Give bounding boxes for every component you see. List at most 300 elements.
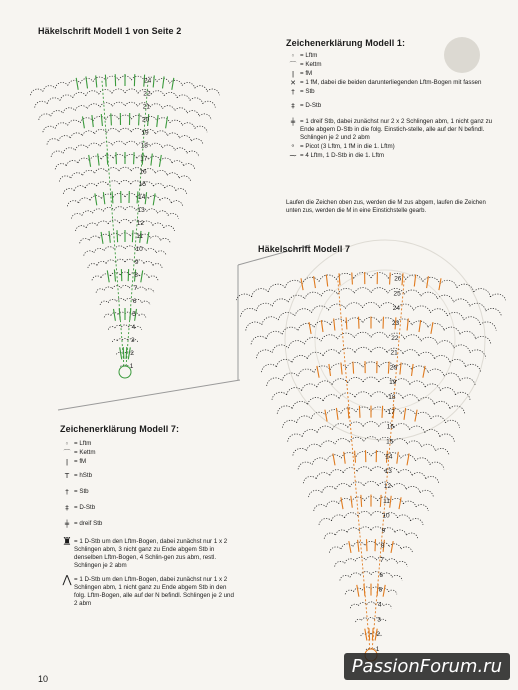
model7-diagram bbox=[236, 258, 506, 673]
chain-arc bbox=[316, 473, 329, 479]
chain-arc bbox=[407, 441, 421, 447]
treble-icon: † bbox=[65, 488, 69, 496]
chain-arc bbox=[371, 288, 388, 294]
chain-arc bbox=[180, 136, 192, 141]
chain-arc bbox=[317, 381, 332, 387]
chain-arc bbox=[302, 384, 317, 391]
chain-arc bbox=[293, 448, 307, 455]
legend7-item: ♜ = 1 D-Stb um den Lftm-Bogen, dabei zunächst nur 1 x 2 Schlingen abm, 3 nicht ganz zu Ende abgem Stb in denselben Lftm-Bogen, 4 Schlin-gen zus abm, restl. Schlingen je 2 abm bbox=[60, 538, 238, 570]
stitch-mark bbox=[157, 115, 158, 127]
row-number: 22 bbox=[143, 90, 151, 98]
chain-arc bbox=[312, 458, 327, 465]
chain-arc bbox=[149, 156, 161, 161]
chain-arc bbox=[35, 101, 48, 107]
chain-arc bbox=[187, 111, 199, 117]
chain-arc bbox=[88, 264, 97, 268]
stitch-mark bbox=[380, 495, 381, 507]
chain-arc bbox=[125, 207, 136, 211]
chain-arc bbox=[419, 352, 435, 359]
chain-arc bbox=[278, 312, 295, 320]
stitch-mark bbox=[153, 193, 155, 205]
chain-arc bbox=[104, 314, 111, 317]
chain-arc bbox=[43, 126, 55, 132]
chain-arc bbox=[490, 294, 506, 303]
chain-arc bbox=[390, 498, 403, 503]
chain-arc bbox=[425, 429, 440, 436]
stitch-mark bbox=[383, 317, 384, 329]
row-number: 11 bbox=[136, 233, 143, 241]
chain-arc bbox=[394, 424, 409, 430]
chain-arc bbox=[339, 348, 355, 354]
stitch-mark bbox=[117, 230, 118, 242]
stitch-mark bbox=[153, 75, 154, 87]
chain-arc bbox=[412, 366, 428, 373]
chain-arc bbox=[404, 290, 421, 296]
stitch-mark bbox=[132, 230, 133, 242]
row-number: 6 bbox=[379, 571, 384, 579]
chain-arc bbox=[401, 547, 413, 553]
chain-arc bbox=[338, 288, 355, 294]
chain-arc bbox=[323, 395, 339, 401]
chain-arc bbox=[319, 275, 336, 282]
legend7-list bbox=[60, 440, 238, 609]
chain-arc bbox=[59, 176, 71, 182]
chain-arc bbox=[71, 173, 83, 178]
stitch-mark bbox=[301, 278, 303, 290]
row-number: 19 bbox=[141, 129, 149, 137]
chain-arc bbox=[336, 530, 348, 535]
chain-arc bbox=[454, 299, 470, 306]
chain-arc bbox=[292, 355, 308, 362]
row-number: 17 bbox=[387, 408, 395, 416]
chain-arc bbox=[75, 106, 87, 111]
legend1-item: ◦ = Lftm bbox=[286, 52, 501, 60]
chain-arc bbox=[277, 359, 292, 367]
stitch-mark bbox=[112, 191, 113, 203]
chain-arc bbox=[355, 347, 371, 352]
chain-arc bbox=[371, 407, 386, 412]
stitch-mark bbox=[382, 406, 383, 418]
row-number: 4 bbox=[131, 324, 136, 332]
chain-arc bbox=[302, 277, 319, 284]
chain-arc bbox=[298, 323, 314, 330]
chain-arc bbox=[319, 518, 332, 524]
row-number: 24 bbox=[392, 305, 401, 313]
chain-arc bbox=[157, 211, 168, 216]
chain-arc bbox=[256, 350, 272, 358]
chain-arc bbox=[80, 238, 90, 243]
chain-arc bbox=[93, 77, 106, 82]
chain-arc bbox=[112, 340, 117, 342]
chain-arc bbox=[297, 416, 312, 423]
chain-arc bbox=[95, 129, 107, 133]
chain-arc bbox=[68, 120, 81, 125]
chain-arc bbox=[162, 145, 174, 150]
stitch-mark bbox=[415, 410, 417, 422]
spine-line bbox=[372, 279, 404, 649]
stitch-mark bbox=[326, 275, 327, 287]
model7-title: Häkelschrift Modell 7 bbox=[258, 244, 351, 254]
chain-arc bbox=[182, 123, 195, 129]
chain-arc bbox=[113, 102, 126, 106]
chain-arc bbox=[100, 142, 113, 147]
chain-arc bbox=[356, 619, 362, 622]
stitch-mark bbox=[92, 115, 93, 127]
chain-arc bbox=[97, 221, 108, 226]
chain-arc bbox=[170, 120, 183, 125]
chain-arc bbox=[371, 347, 387, 352]
legend7-item: ⌒ = Kettm bbox=[60, 449, 238, 457]
chain-arc bbox=[295, 309, 312, 316]
cross-icon: ✕ bbox=[290, 79, 296, 87]
chain-arc bbox=[395, 530, 407, 535]
site-watermark: PassionForum.ru bbox=[344, 653, 510, 680]
row-number: 8 bbox=[380, 542, 385, 550]
chain-arc bbox=[83, 170, 95, 175]
chain-arc bbox=[314, 505, 326, 511]
chain-arc bbox=[399, 470, 413, 476]
chain-arc bbox=[163, 106, 175, 111]
legend1-item: ╪ = 1 dreif Stb, dabei zunächst nur 2 x 2 Schlingen abm, 1 nicht ganz zu Ende abgem D-Stb in die folg. Einstich-stelle, alle auf der N befindl. Schlingen je 2 und 2 abm bbox=[286, 118, 501, 142]
chain-arc bbox=[191, 139, 203, 145]
stitch-mark bbox=[145, 192, 146, 204]
half-treble-icon: T bbox=[64, 472, 70, 480]
chain-arc bbox=[73, 92, 86, 97]
chain-arc bbox=[416, 505, 428, 511]
chain-arc bbox=[97, 261, 106, 265]
chain-arc bbox=[324, 533, 335, 539]
stitch-mark bbox=[383, 585, 385, 597]
stitch-mark bbox=[334, 319, 335, 331]
chain-arc bbox=[170, 80, 183, 85]
stitch-mark bbox=[358, 540, 359, 552]
chain-arc bbox=[416, 412, 431, 419]
chain-arc bbox=[112, 286, 120, 289]
single-crochet-icon: ǀ bbox=[65, 458, 69, 466]
chain-arc bbox=[348, 378, 364, 383]
stitch-mark bbox=[439, 278, 441, 290]
chain-arc bbox=[430, 309, 447, 316]
stitch-mark bbox=[114, 270, 115, 282]
chain-arc bbox=[355, 557, 366, 561]
stitch-mark bbox=[353, 362, 354, 374]
chain-arc bbox=[308, 398, 324, 405]
stitch-mark bbox=[76, 78, 78, 90]
row-number: 10 bbox=[382, 512, 390, 520]
chain-arc bbox=[425, 384, 440, 391]
chain-arc bbox=[444, 373, 460, 381]
row-number: 18 bbox=[140, 142, 148, 150]
chain-arc bbox=[63, 148, 75, 154]
chain-arc bbox=[107, 128, 119, 132]
chain-arc bbox=[312, 306, 329, 313]
chain-arc bbox=[435, 448, 449, 455]
chain-arc bbox=[330, 470, 344, 476]
chain-arc bbox=[302, 429, 317, 436]
chain-arc bbox=[360, 572, 371, 576]
chain-arc bbox=[207, 89, 219, 95]
stitch-mark bbox=[120, 347, 122, 359]
chain-arc bbox=[142, 301, 150, 305]
chain-arc bbox=[358, 511, 371, 516]
chain-arc bbox=[156, 251, 166, 256]
chain-arc bbox=[104, 287, 112, 290]
chain-arc bbox=[119, 167, 131, 171]
chain-arc bbox=[125, 141, 138, 145]
model1-diagram bbox=[20, 40, 240, 400]
row-number: 6 bbox=[132, 298, 137, 306]
row-number: 21 bbox=[390, 349, 398, 357]
stitch-mark bbox=[359, 406, 360, 418]
chain-arc bbox=[298, 369, 314, 376]
chain-arc bbox=[363, 377, 379, 382]
chain-arc bbox=[31, 89, 43, 95]
row-number: 16 bbox=[386, 423, 395, 431]
chain-arc bbox=[272, 392, 287, 400]
chain-arc bbox=[139, 274, 148, 278]
chain-arc bbox=[309, 490, 322, 497]
chain-arc bbox=[382, 573, 392, 577]
chain-arc bbox=[125, 89, 138, 93]
stitch-mark bbox=[333, 454, 335, 466]
chain-arc bbox=[287, 388, 302, 395]
legend1-item: † = Stb bbox=[286, 88, 501, 96]
chain-arc bbox=[117, 298, 125, 301]
chain-arc bbox=[144, 261, 153, 265]
chain-arc bbox=[303, 476, 316, 483]
row-number: 16 bbox=[139, 168, 147, 176]
row-number: 24 bbox=[144, 77, 152, 85]
chain-arc bbox=[359, 527, 371, 531]
row-number: 19 bbox=[389, 379, 397, 387]
legend7-item: † = Stb bbox=[60, 488, 238, 496]
stitch-mark bbox=[159, 155, 161, 167]
chain-arc bbox=[51, 111, 63, 117]
stitch-mark bbox=[107, 270, 109, 282]
chain-arc bbox=[116, 259, 125, 262]
row-number: 5 bbox=[378, 586, 383, 594]
chain-arc bbox=[241, 308, 257, 316]
chain-arc bbox=[90, 236, 100, 240]
chain-arc bbox=[336, 484, 350, 490]
stitch-mark bbox=[95, 193, 97, 205]
stitch-mark bbox=[349, 541, 351, 553]
stitch-mark bbox=[134, 152, 135, 164]
chain-arc bbox=[355, 392, 371, 397]
chain-arc bbox=[97, 182, 108, 186]
row-number: 21 bbox=[142, 103, 150, 111]
chain-arc bbox=[95, 169, 107, 174]
chain-arc bbox=[267, 378, 283, 386]
chain-arc bbox=[486, 308, 502, 316]
stitch-mark bbox=[101, 114, 102, 126]
triple-treble-icon: ╪ bbox=[290, 118, 296, 126]
chain-arc bbox=[470, 350, 486, 358]
chain-arc bbox=[114, 207, 125, 211]
chain-arc bbox=[175, 148, 187, 154]
chain-arc bbox=[423, 277, 440, 284]
chain-arc bbox=[410, 518, 423, 524]
chain-arc bbox=[146, 289, 154, 293]
chain-arc bbox=[175, 108, 187, 113]
chain-arc bbox=[406, 486, 420, 492]
row-number: 13 bbox=[384, 468, 392, 476]
chain-arc bbox=[85, 183, 96, 188]
row-number: 17 bbox=[140, 155, 148, 163]
legend1-note: Laufen die Zeichen oben zus, werden die M zus abgem, laufen die Zeichen unten zus, werden die M in eine Einstichstelle gearb. bbox=[286, 200, 486, 214]
chain-arc bbox=[199, 114, 211, 120]
chain-arc bbox=[428, 323, 444, 330]
chain-arc bbox=[100, 103, 113, 107]
chain-arc bbox=[380, 619, 386, 622]
stitch-mark bbox=[114, 309, 116, 321]
stitch-mark bbox=[105, 75, 106, 87]
chain-arc bbox=[393, 439, 407, 445]
chain-arc bbox=[149, 276, 158, 280]
row-number: 1 bbox=[375, 646, 380, 653]
chain-arc bbox=[350, 604, 358, 608]
chain-arc bbox=[435, 355, 451, 362]
chain-arc bbox=[392, 484, 406, 490]
stitch-mark bbox=[359, 317, 360, 329]
legend1-title: Zeichenerklärung Modell 1: bbox=[286, 38, 406, 48]
row-number: 15 bbox=[138, 181, 147, 189]
row-number: 13 bbox=[137, 207, 145, 215]
chain-arc bbox=[131, 76, 144, 80]
row-number: 14 bbox=[138, 194, 146, 202]
row-number: 3 bbox=[377, 616, 381, 624]
chain-arc bbox=[103, 207, 114, 211]
page-number: 10 bbox=[38, 674, 49, 684]
stitch-mark bbox=[352, 273, 353, 285]
legend1-item: ᵒ = Picot (3 Lftm, 1 fM in die 1. Lftm) bbox=[286, 143, 501, 151]
chain-arc bbox=[480, 322, 496, 331]
stitch-mark bbox=[414, 275, 415, 287]
chain-arc bbox=[43, 86, 55, 92]
stitch-mark bbox=[369, 628, 370, 640]
chain-arc bbox=[125, 259, 134, 262]
chain-arc bbox=[410, 426, 425, 433]
row-number: 14 bbox=[385, 453, 393, 461]
chain-arc bbox=[341, 544, 353, 549]
stitch-mark bbox=[419, 320, 421, 332]
legend1-item: ⁓ = 4 Lftm, 1 D-Stb in die 1. Lftm bbox=[286, 152, 501, 160]
chain-arc bbox=[457, 284, 474, 292]
legend7-item: ╪ = dreif Stb bbox=[60, 520, 238, 528]
chain-arc bbox=[420, 490, 433, 497]
row-number: 22 bbox=[391, 334, 399, 342]
row-number: 18 bbox=[388, 394, 396, 402]
legend7-item: ⋀ = 1 D-Stb um den Lftm-Bogen, dabei zunächst nur 1 x 2 Schlingen abm, 1 nicht ganz zu Ende abgem Stb in den folg. Lftm-Bogen, alle auf der N befindl. Schlingen je 2 und 2 abm bbox=[60, 576, 238, 608]
chain-stitch-icon: ◦ bbox=[290, 52, 296, 60]
stitch-mark bbox=[365, 629, 367, 641]
stitch-mark bbox=[321, 320, 323, 332]
chain-arc bbox=[282, 420, 296, 428]
chain-arc bbox=[71, 133, 83, 138]
chain-arc bbox=[288, 341, 304, 348]
chain-arc bbox=[430, 462, 444, 469]
row-number: 9 bbox=[381, 527, 386, 535]
chain-arc bbox=[67, 201, 78, 207]
chain-arc bbox=[262, 317, 278, 325]
chain-arc bbox=[419, 398, 435, 405]
double-treble-icon: ‡ bbox=[291, 102, 295, 110]
chain-arc bbox=[121, 285, 129, 288]
stitch-mark bbox=[357, 585, 359, 597]
row-number: 23 bbox=[392, 319, 400, 327]
chain-arc bbox=[161, 238, 171, 243]
chain-arc bbox=[122, 338, 127, 340]
chain-arc bbox=[190, 98, 203, 104]
chain-arc bbox=[322, 486, 336, 492]
stitch-mark bbox=[391, 541, 393, 553]
chain-arc bbox=[394, 379, 410, 385]
chain-arc bbox=[368, 618, 374, 620]
chain-arc bbox=[387, 559, 397, 564]
chain-arc bbox=[282, 327, 298, 334]
chain-arc bbox=[112, 89, 125, 93]
chain-arc bbox=[108, 220, 119, 224]
chain-arc bbox=[321, 335, 338, 341]
chain-arc bbox=[236, 294, 252, 303]
slip-stitch-icon: ⌒ bbox=[63, 449, 71, 457]
chain-arc bbox=[184, 164, 195, 170]
chain-arc bbox=[157, 118, 170, 123]
stitch-mark bbox=[372, 628, 373, 640]
chain-arc bbox=[164, 92, 177, 97]
row-number: 25 bbox=[393, 290, 401, 298]
chain-arc bbox=[288, 295, 304, 302]
chain-arc bbox=[415, 458, 430, 465]
legend7-title: Zeichenerklärung Modell 7: bbox=[60, 424, 180, 434]
chain-arc bbox=[357, 467, 371, 472]
chain-arc bbox=[82, 211, 93, 216]
row-number: 8 bbox=[134, 272, 138, 280]
stitch-mark bbox=[351, 496, 353, 508]
chain-arc bbox=[177, 95, 190, 101]
chain-arc bbox=[470, 303, 486, 311]
stitch-mark bbox=[375, 539, 376, 551]
chain-arc bbox=[465, 364, 480, 372]
chain-arc bbox=[79, 198, 90, 203]
chain-arc bbox=[90, 156, 102, 161]
chain-arc bbox=[165, 186, 176, 191]
chain-arc bbox=[454, 345, 470, 353]
legend7-item: ǀ = fM bbox=[60, 458, 238, 466]
chain-arc bbox=[350, 482, 364, 487]
chain-arc bbox=[160, 198, 171, 203]
chain-arc bbox=[421, 337, 438, 344]
chain-arc bbox=[447, 312, 464, 320]
chain-arc bbox=[330, 319, 346, 325]
chain-arc bbox=[285, 280, 302, 287]
stitch-mark bbox=[172, 78, 174, 90]
row-number: 4 bbox=[377, 601, 382, 609]
stitch-mark bbox=[109, 231, 110, 243]
chain-arc bbox=[421, 292, 438, 299]
chain-arc bbox=[364, 437, 379, 442]
picot-icon: ᵒ bbox=[291, 143, 295, 151]
chain-arc bbox=[428, 369, 444, 376]
chain-arc bbox=[392, 575, 402, 580]
stitch-mark bbox=[89, 155, 91, 167]
row-number: 12 bbox=[136, 220, 145, 228]
chain-arc bbox=[332, 515, 345, 521]
chain-arc bbox=[345, 559, 355, 564]
stitch-mark bbox=[341, 363, 342, 375]
stitch-mark bbox=[101, 232, 103, 244]
chain-arc bbox=[74, 186, 85, 191]
